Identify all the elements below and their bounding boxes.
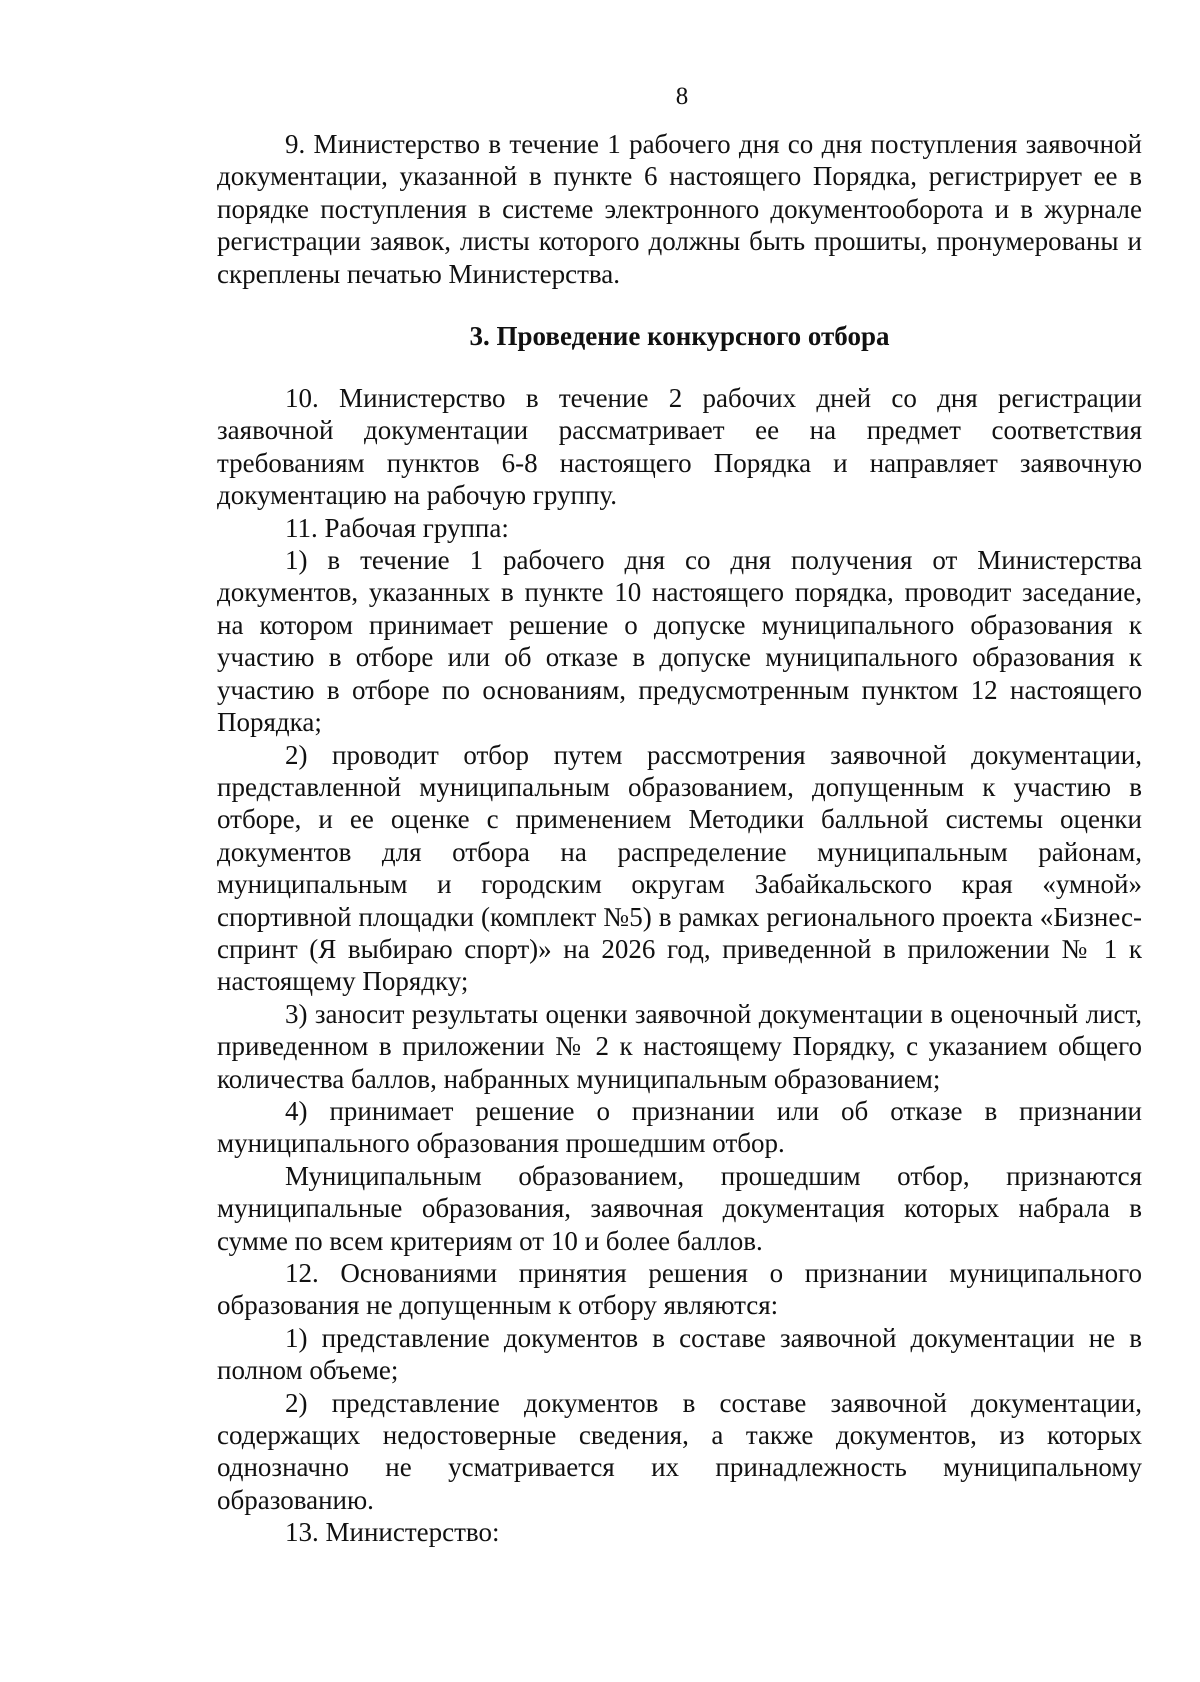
paragraph-13: 13. Министерство: — [285, 1517, 500, 1548]
document-body — [217, 128, 1142, 1549]
section-title: 3. Проведение конкурсного отбора — [469, 321, 890, 352]
paragraph-11-item-1: 1) в течение 1 рабочего дня со дня получения от Министерства документов, указанных в пункте 10 настоящего порядка, проводит заседание, на котором принимает решение о допуске муниципального образования к участию в отборе или об отказе в допуске муниципального образования к участию в отборе по основаниям, предусмотренным пунктом 12 настоящего Порядка; — [217, 545, 1142, 738]
paragraph-10: 10. Министерство в течение 2 рабочих дней со дня регистрации заявочной документации рассматривает ее на предмет соответствия требованиям пунктов 6-8 настоящего Порядка и направляет заявочную документацию на рабочую группу. — [217, 383, 1142, 511]
paragraph-12-item-2: 2) представление документов в составе заявочной документации, содержащих недостоверные сведения, а также документов, из которых однозначно не усматривается их принадлежность муниципальному образованию. — [217, 1387, 1142, 1515]
paragraph-11-note: Муниципальным образованием, прошедшим отбор, признаются муниципальные образования, заявочная документация которых набрала в сумме по всем критериям от 10 и более баллов. — [217, 1160, 1142, 1256]
paragraph-11: 11. Рабочая группа: — [285, 512, 509, 543]
paragraph-12-item-1: 1) представление документов в составе заявочной документации не в полном объеме; — [217, 1322, 1142, 1386]
paragraph-11-item-3: 3) заносит результаты оценки заявочной документации в оценочный лист, приведенном в приложении № 2 к настоящему Порядку, с указанием общего количества баллов, набранных муниципальным образованием; — [217, 998, 1142, 1094]
paragraph-9: 9. Министерство в течение 1 рабочего дня со дня поступления заявочной документации, указанной в пункте 6 настоящего Порядка, регистрирует ее в порядке поступления в системе электронного документооборота и в журнале регистрации заявок, листы которого должны быть прошиты, пронумерованы и скреплены печатью Министерства. — [217, 129, 1142, 289]
paragraph-12: 12. Основаниями принятия решения о признании муниципального образования не допущенным к отбору являются: — [217, 1258, 1142, 1321]
page-number: 8 — [675, 83, 689, 110]
paragraph-11-item-2: 2) проводит отбор путем рассмотрения заявочной документации, представленной муниципальным образованием, допущенным к участию в отборе, и ее оценке с применением Методики балльной системы оценки документов для отбора на распределение муниципальным районам, муниципальным и городским округам Забайкальского края «умной» спортивной площадки (комплект №5) в рамках регионального проекта «Бизнес-спринт (Я выбираю спорт)» на 2026 год, приведенной в приложении № 1 к настоящему Порядку; — [217, 739, 1142, 997]
paragraph-11-item-4: 4) принимает решение о признании или об отказе в признании муниципального образования прошедшим отбор. — [217, 1095, 1142, 1159]
